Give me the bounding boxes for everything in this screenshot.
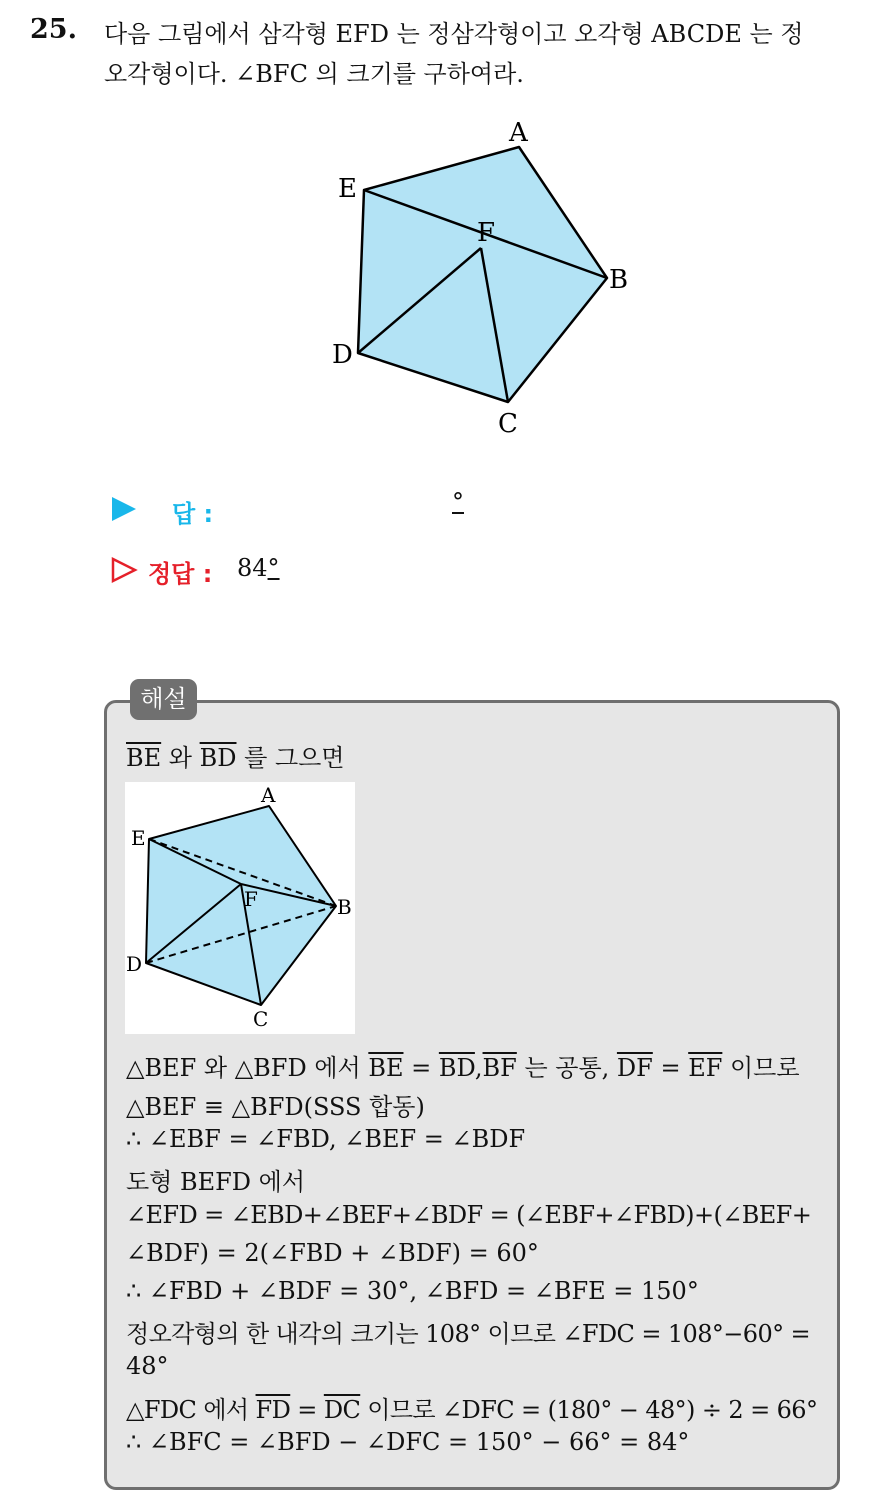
- solution-line5: ∠EFD = ∠EBD+∠BEF+∠BDF = (∠EBF+∠FBD)+(∠BEF+: [126, 1201, 812, 1229]
- play-icon: [110, 495, 138, 523]
- answer-label: 답 :: [172, 500, 214, 528]
- question-number: 25.: [30, 14, 77, 45]
- solution-line10: △FDC 에서 $\overline{FD} = \overline{DC}$ 이므로 ∠DFC = (180° − 48°) ÷ 2 = 66°: [126, 1396, 818, 1424]
- solution-line3: ∴ ∠EBF = ∠FBD, ∠BEF = ∠BDF: [126, 1125, 526, 1153]
- solution-line7: ∴ ∠FBD + ∠BDF = 30°, ∠BFD = ∠BFE = 150°: [126, 1277, 699, 1305]
- solution-line6: ∠BDF) = 2(∠FBD + ∠BDF) = 60°: [126, 1239, 539, 1267]
- solution-line11: ∴ ∠BFC = ∠BFD − ∠DFC = 150° − 66° = 84°: [126, 1428, 690, 1456]
- outline-play-icon: [110, 556, 138, 584]
- label-b: B: [609, 265, 629, 295]
- solution-line2: △BEF ≡ △BFD(SSS 합동): [126, 1093, 425, 1121]
- label-c: C: [498, 409, 518, 439]
- solution-line8: 정오각형의 한 내각의 크기는 108° 이므로 ∠FDC = 108°−60° =: [126, 1320, 811, 1348]
- answer-unit: °: [452, 488, 464, 516]
- solution-figure: [125, 782, 355, 1034]
- question-text-line2: 오각형이다. ∠BFC 의 크기를 구하여라.: [104, 60, 524, 88]
- label-d: D: [332, 340, 353, 370]
- label-e: E: [338, 174, 357, 204]
- svg-text:F: F: [244, 887, 258, 911]
- solution-line1: △BEF 와 △BFD 에서 $\overline{BE} = \overline{BD},\overline{BF}$ 는 공통, $\overline{DF} = \overline{EF}$ 이므로: [126, 1054, 800, 1082]
- solution-line9: 48°: [126, 1352, 169, 1380]
- solution-tab: 해설: [130, 679, 197, 720]
- answer-input[interactable]: [202, 496, 452, 526]
- svg-text:B: B: [337, 895, 352, 919]
- svg-text:D: D: [126, 952, 143, 976]
- correct-answer-label: 정답 :: [148, 560, 213, 588]
- correct-answer-value: 84°: [237, 554, 280, 582]
- pentagon-figure: [320, 110, 640, 440]
- svg-text:E: E: [131, 826, 146, 850]
- question-text-line1: 다음 그림에서 삼각형 EFD 는 정삼각형이고 오각형 ABCDE 는 정: [104, 20, 804, 48]
- svg-text:A: A: [261, 783, 276, 807]
- solution-line4: 도형 BEFD 에서: [126, 1168, 306, 1196]
- label-a: A: [509, 118, 528, 148]
- label-f: F: [477, 218, 496, 248]
- solution-intro: $\overline{BE}$ 와 $\overline{BD}$ 를 그으면: [126, 744, 345, 772]
- pentagon-abcde: [358, 147, 607, 402]
- svg-text:C: C: [253, 1007, 269, 1031]
